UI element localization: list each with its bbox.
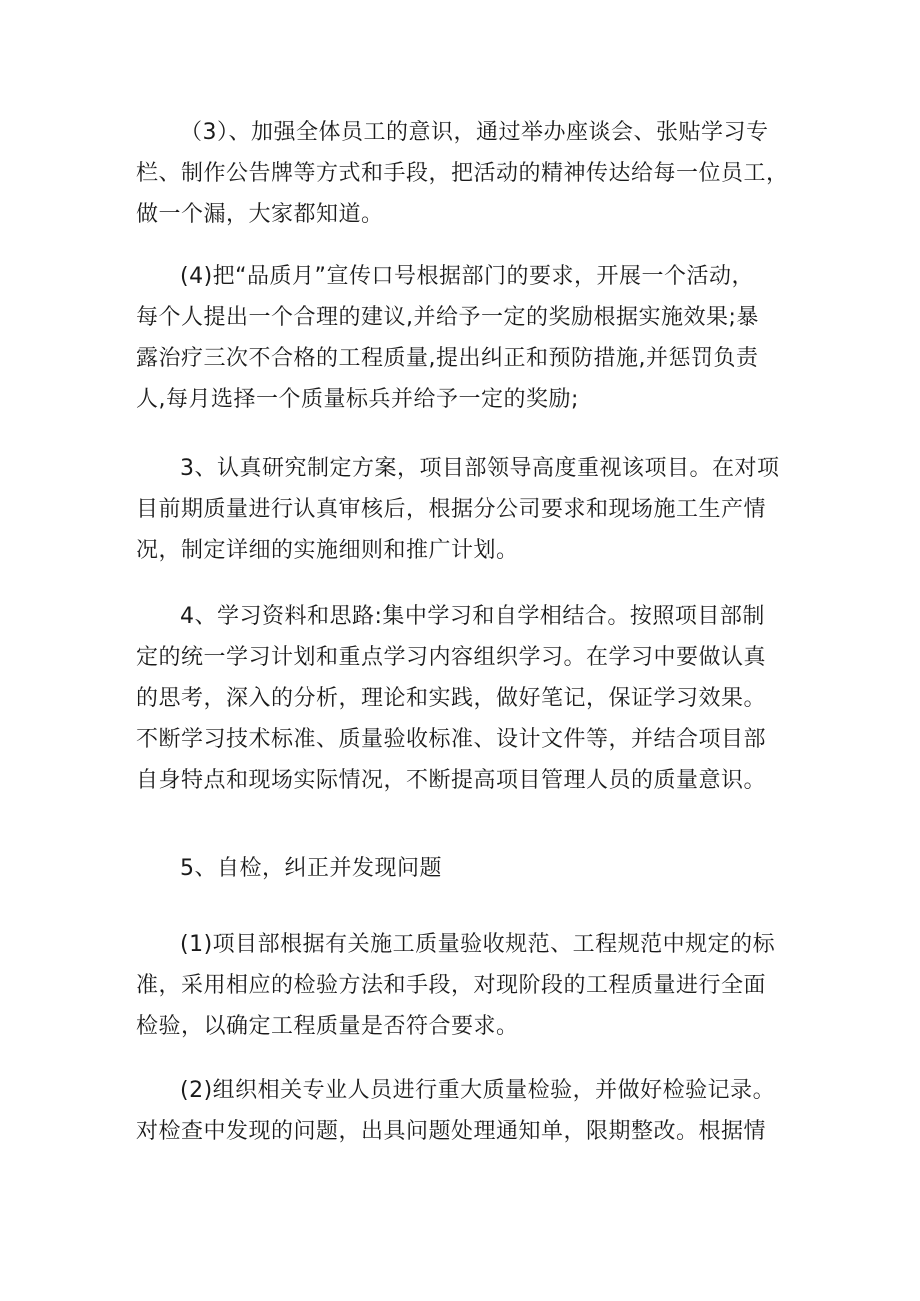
section-5-heading [136, 848, 802, 889]
paragraph-3-awareness [136, 112, 802, 235]
text-line: 自身特点和现场实际情况，不断提高项目管理人员的质量意识。 [136, 768, 767, 793]
text-line: 不断学习技术标准、质量验收标准、设计文件等，并结合项目部 [136, 727, 767, 752]
paragraph-1-inspection [136, 924, 802, 1047]
text-line: （3）、加强全体员工的意识，通过举办座谈会、张贴学习专 [180, 120, 769, 145]
section-heading: 5、自检，纠正并发现问题 [180, 856, 442, 881]
text-line: 每个人提出一个合理的建议,并给予一定的奖励根据实施效果;暴 [136, 305, 759, 330]
section-4-study [136, 596, 802, 801]
text-line: 准，采用相应的检验方法和手段，对现阶段的工程质量进行全面 [136, 973, 767, 998]
text-line: 定的统一学习计划和重点学习内容组织学习。在学习中要做认真 [136, 645, 767, 670]
text-line: 做一个漏，大家都知道。 [136, 202, 384, 227]
text-line: 露治疗三次不合格的工程质量,提出纠正和预防措施,并惩罚负责 [136, 346, 759, 371]
text-line: 的思考，深入的分析，理论和实践，做好笔记，保证学习效果。 [136, 686, 767, 711]
text-line: 目前期质量进行认真审核后，根据分公司要求和现场施工生产情 [136, 497, 767, 522]
paragraph-4-quality-month [136, 256, 802, 420]
text-line: 况，制定详细的实施细则和推广计划。 [136, 538, 519, 563]
text-line: (2)组织相关专业人员进行重大质量检验，并做好检验记录。 [180, 1078, 776, 1103]
section-3-plan [136, 448, 802, 571]
text-line: 检验，以确定工程质量是否符合要求。 [136, 1014, 519, 1039]
text-line: 4、学习资料和思路:集中学习和自学相结合。按照项目部制 [180, 604, 765, 629]
text-line: (1)项目部根据有关施工质量验收规范、工程规范中规定的标 [180, 932, 776, 957]
text-line: 3、认真研究制定方案，项目部领导高度重视该项目。在对项 [180, 456, 780, 481]
text-line: 对检查中发现的问题，出具问题处理通知单，限期整改。根据情 [136, 1119, 767, 1144]
paragraph-2-major-inspection [136, 1070, 802, 1152]
text-line: 人,每月选择一个质量标兵并给予一定的奖励; [136, 387, 579, 412]
text-line: (4)把“品质月”宣传口号根据部门的要求，开展一个活动， [180, 264, 754, 289]
text-line: 栏、制作公告牌等方式和手段，把活动的精神传达给每一位员工， [136, 161, 789, 186]
